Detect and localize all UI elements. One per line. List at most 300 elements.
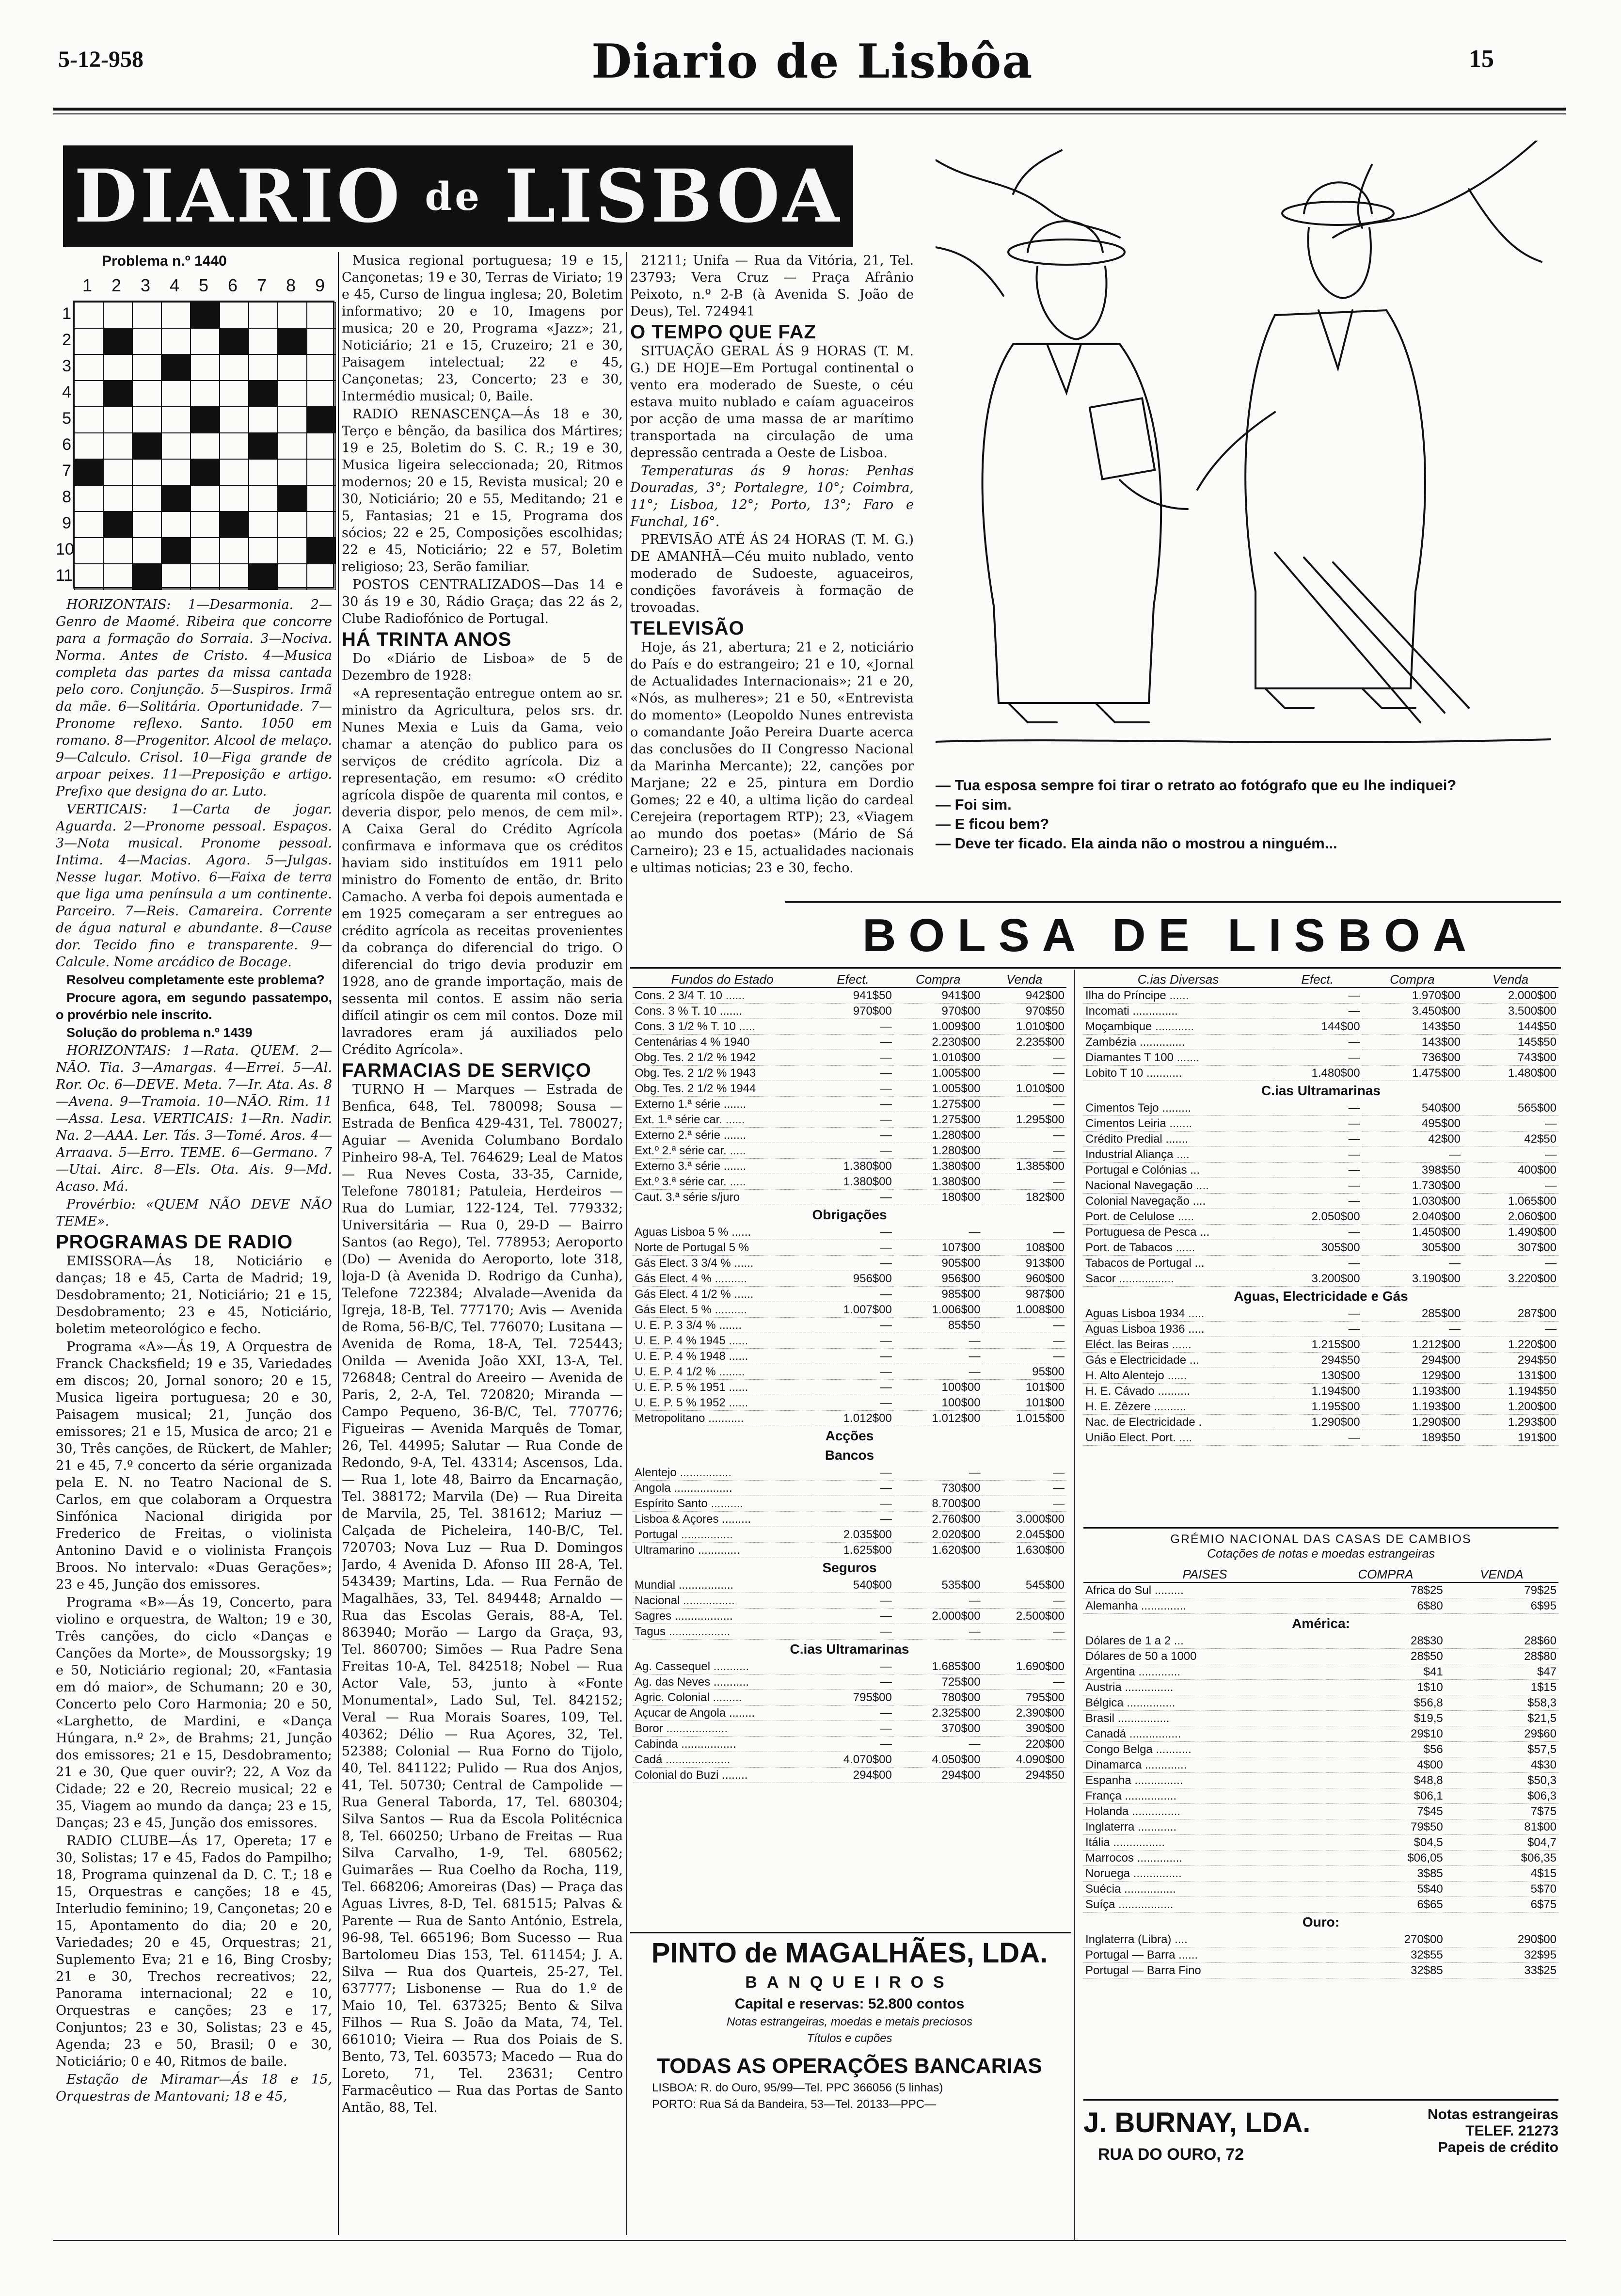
table-row (633, 1640, 1066, 1659)
row-value: 1.193$00 (1362, 1384, 1462, 1399)
row-value: 4$15 (1445, 1866, 1558, 1881)
row-value: 143$00 (1362, 1035, 1462, 1050)
crossword-cell (220, 485, 249, 511)
row-value: 3.450$00 (1362, 1004, 1462, 1019)
row-label: Gás Elect. 5 % .......... (633, 1302, 812, 1318)
crossword-col-3: 3 (140, 275, 151, 295)
ad-bank-titulos: Títulos e cupões (807, 2032, 892, 2045)
banner-word-diario: DIARIO (74, 154, 403, 239)
radio-clube: RADIO CLUBE—Ás 17, Opereta; 17 e 30, Solistas; 17 e 45, Fados do Pampilho; 18, Programa quinzenal da D. C. T.; 18 e 15, Orquestras e canções; 18 e 45, Interludio feminino; 19, Cançonetas; 20 e 15, Apontamento do dia; 20 e 20, Variedades; 20 e 45, Orquestras; 21, Suplemento Eva; 21 e 16, Bing Crosby; 21 e 30, Trechos recreativos; 22, Panorama internacional; 22 e 10, Orquestras e canções; 23 e 17, Conjuntos; 23 e 30, Solistas; 23 e 45, Agenda; 23 e 50, Brasil; 0 e 30, Noticiário; 0 e 40, Ritmos de baile. (56, 1834, 332, 2069)
row-value: 28$50 (1326, 1649, 1445, 1664)
crossword-col-1: 1 (82, 275, 93, 295)
column-header: VENDA (1445, 1567, 1558, 1582)
row-value: 1.380$00 (812, 1174, 894, 1190)
row-value: 81$00 (1445, 1819, 1558, 1835)
row-value: — (1273, 1322, 1362, 1337)
row-label: Lisboa & Açores ......... (633, 1512, 812, 1527)
crossword-cell (74, 381, 103, 407)
crossword-row-2: 2 (62, 331, 71, 349)
table-row (1083, 1788, 1558, 1804)
table-row (633, 1380, 1066, 1395)
row-value: — (983, 1624, 1066, 1640)
row-value: — (812, 1609, 894, 1624)
row-value: 1.480$00 (1462, 1066, 1558, 1081)
row-label: Alemanha .............. (1083, 1598, 1326, 1614)
ad-burnay-telefone: TELEF. 21273 (1465, 2123, 1558, 2139)
radio-programa-a: Programa «A»—Ás 19, A Orquestra de Franck Chacksfield; 19 e 35, Variedades em discos; 20, Jornal sonoro; 20 e 15, Musica ligeira portuguesa; 20 e 30, Paisagem musical; 21, Junção dos emissores; 21 e 15, Musica de arco; 21 e 30, Três canções, de Rückert, de Mahler; 21 e 45, 7.º concerto da série organizada pela E. N. no Teatro Nacional de S. Carlos, em que colaboram a Orquestra Sinfónica Nacional dirigida por Frederico de Freitas, o violinista Antonino David e o violinista François Broos. No intervalo: «Duas Gerações»; 23 e 45, Junção dos emissores. (56, 1339, 332, 1592)
crossword-cell (74, 354, 103, 381)
row-label: Zambézia .............. (1083, 1035, 1273, 1050)
row-label: Obg. Tes. 2 1/2 % 1942 (633, 1050, 812, 1066)
crossword-cell (249, 302, 278, 328)
row-label: Inglaterra (Libra) .... (1083, 1932, 1326, 1947)
row-value: 725$00 (894, 1674, 983, 1690)
table-row (1083, 1866, 1558, 1881)
row-value: $58,3 (1445, 1695, 1558, 1711)
column-header: Fundos do Estado (633, 972, 812, 988)
row-label: União Elect. Port. .... (1083, 1430, 1273, 1446)
row-label: Canadá ................ (1083, 1726, 1326, 1742)
row-value: 6$80 (1326, 1598, 1445, 1614)
row-value: 29$60 (1445, 1726, 1558, 1742)
row-value: 1.006$00 (894, 1302, 983, 1318)
table-row (633, 1496, 1066, 1512)
crossword-cell (278, 433, 307, 459)
crossword-cell (220, 302, 249, 328)
table-row (633, 1240, 1066, 1256)
row-value: — (983, 1143, 1066, 1159)
crossword-cell (278, 511, 307, 538)
row-label: U. E. P. 5 % 1952 ...... (633, 1395, 812, 1411)
column-2 (342, 252, 623, 2235)
crossword-cell (249, 381, 278, 407)
row-value: 42$50 (1462, 1132, 1558, 1147)
row-label: U. E. P. 5 % 1951 ...... (633, 1380, 812, 1395)
row-value: — (1462, 1116, 1558, 1132)
row-value: 1.220$00 (1462, 1337, 1558, 1353)
crossword-cell (191, 354, 220, 381)
section-heading: Seguros (822, 1560, 877, 1575)
ad-burnay-name: J. BURNAY, LDA. (1083, 2107, 1311, 2138)
row-value: $06,35 (1445, 1850, 1558, 1866)
crossword-solution-title: Solução do problema n.º 1439 (66, 1025, 253, 1040)
row-value: 1.685$00 (894, 1659, 983, 1674)
row-value: 1.293$00 (1462, 1415, 1558, 1430)
table-row (633, 1706, 1066, 1721)
table-row (1083, 1399, 1558, 1415)
bottom-rule (53, 2240, 1566, 2241)
table-row (1083, 1881, 1558, 1897)
row-label: Sacor ................. (1083, 1271, 1273, 1287)
crossword-cell (191, 433, 220, 459)
table-row (1083, 1116, 1558, 1132)
row-value: — (812, 1256, 894, 1271)
row-value: — (812, 1225, 894, 1240)
row-value: 743$00 (1462, 1050, 1558, 1066)
row-value: 3$85 (1326, 1866, 1445, 1881)
column-header: PAISES (1083, 1567, 1326, 1582)
table-row (1083, 1384, 1558, 1399)
row-value: 5$40 (1326, 1881, 1445, 1897)
crossword-cell (132, 328, 161, 354)
weather-situation: SITUAÇÃO GERAL ÁS 9 HORAS (T. M. G.) DE HOJE—Em Portugal continental o vento era moderado de Sueste, o céu estava muito nublado e caíam aguaceiros por acção de uma massa de ar marítimo transportada na circulação de uma depressão centrada a Oeste de Lisboa. (630, 344, 914, 461)
pinto-magalhaes-ad (633, 1937, 1066, 2111)
row-value: — (1362, 1147, 1462, 1163)
crossword-cell (278, 459, 307, 485)
row-value: — (983, 1465, 1066, 1481)
row-value: — (1273, 1035, 1362, 1050)
row-value: $06,05 (1326, 1850, 1445, 1866)
farmacias-heading: FARMACIAS DE SERVIÇO (342, 1060, 591, 1081)
row-value: 294$50 (1462, 1353, 1558, 1368)
bolsa-left-table (633, 972, 1066, 1783)
row-label: Caut. 3.ª série s/juro (633, 1190, 812, 1205)
crossword-cell (249, 538, 278, 564)
row-value: 942$00 (983, 988, 1066, 1004)
row-value: — (812, 1380, 894, 1395)
crossword-cell (220, 564, 249, 590)
row-value: 1.620$00 (894, 1543, 983, 1558)
row-label: Port. de Tabacos ...... (1083, 1240, 1273, 1256)
crossword-cell (74, 328, 103, 354)
row-value: 370$00 (894, 1721, 983, 1737)
row-value: — (894, 1349, 983, 1364)
table-row (633, 1159, 1066, 1174)
crossword-cell (307, 511, 336, 538)
farmacias-list: TURNO H — Marques — Estrada de Benfica, 648, Tel. 780098; Sousa — Estrada de Benfica 429-431, Tel. 780027; Aguiar — Avenida Columbano Bordalo Pinheiro 98-A, Tel. 764629; Leal de Matos — Rua Neves Costa, 33-35, Carnide, Telefone 780181; Patuleia, Herdeiros — Rua do Lumiar, 122-124, Tel. 779332; Universitária — Rua 0, 29-D — Bairro Santos (ao Rego), Tel. 778953; Aeroporto (Do) — Avenida do Aeroporto, lote 318, loja-D (à Avenida D. Rodrigo da Cunha), Telefone 722384; Alvalade—Avenida da Igreja, 18-B, Tel. 777170; Avis — Avenida de Roma, 56-B/C, Tel. 776070; Lusitana — Avenida de Roma, 18-A, Tel. 725443; Onilda — Avenida João XXI, 13-A, Tel. 726848; Central do Areeiro — Avenida de Paris, 2, 2-A, Tel. 720820; Miranda — Campo Pequeno, 36-B/C, Tel. 770776; Figueiras — Avenida Marquês de Tomar, 26, Tel. 44995; Salutar — Rua Conde de Redondo, 9-A, Tel. 43314; Ascensos, Lda. — Rua 1, lote 48, Bairro da Encarnação, Tel. 388172; Marvila (De) — Rua Direita de Marvila, 25, Tel. 381612; Mariuz — Calçada de Picheleira, 140-B/C, Tel. 720703; Nova Luz — Rua D. Domingos Jardo, 4 Avenida D. Afonso III 28-A, Tel. 543439; Martins, Lda. — Rua Fernão de Magalhães, 33, Tel. 849448; Arnaldo — Rua das Escolas Gerais, 88-A, Tel. 863940; Morão — Largo da Graça, 93, Tel. 860700; Simões — Rua Padre Sena Freitas 10-A, Tel. 842518; Nobel — Rua Actor Vale, 53, junto à «Fonte Monumental», Lado Sul, Tel. 842152; Veral — Rua Morais Soares, 109, Tel. 40362; Délio — Rua Açores, 32, Tel. 52388; Colonial — Rua Forno do Tijolo, 40, Tel. 841122; Pulido — Rua dos Anjos, 41, Tel. 50730; Central de Campolide — Rua General Taborda, 17, Tel. 680304; Silva Santos — Rua da Escola Politécnica 8, Tel. 660250; Urbano de Freitas — Rua Silva Carvalho, 1-9, Tel. 680562; Guimarães — Rua Coelho da Rocha, 119, Tel. 668206; Amoreiras (Das) — Praça das Aguas Livres, 8-D, Tel. 681515; Palvas & Parente — Rua de Santo António, Estrela, 96-98, Tel. 665196; Bom Sucesso — Rua Bartolomeu Dias 153, Tel. 611454; J. A. Silva — Rua dos Quarteis, 25-27, Tel. 637777; Lisbonense — Rua do 1.º de Maio 10, Tel. 637325; Bento & Silva Filhos — Rua S. João da Mata, 74, Tel. 661010; Vieira — Rua dos Poiais de S. Bento, 73, Tel. 603573; Macedo — Rua do Loreto, 71, Tel. 23631; Centro Farmacêutico — Rua das Portas de Santo Antão, 88, Tel. (342, 1082, 623, 2115)
table-row (1083, 1066, 1558, 1081)
table-row (633, 1446, 1066, 1465)
row-value: 1.010$00 (983, 1081, 1066, 1097)
row-value: 398$50 (1362, 1163, 1462, 1178)
row-value: 2.050$00 (1273, 1209, 1362, 1225)
row-label: Cadá .................... (633, 1752, 812, 1768)
row-value: 182$00 (983, 1190, 1066, 1205)
crossword-cell (103, 511, 132, 538)
row-value: 305$00 (1273, 1240, 1362, 1256)
crossword-cell (74, 538, 103, 564)
table-row (1083, 1337, 1558, 1353)
row-label: Industrial Aliança .... (1083, 1147, 1273, 1163)
row-label: Cimentos Leiria ....... (1083, 1116, 1273, 1132)
table-row (633, 1426, 1066, 1446)
row-value: 1.380$00 (894, 1159, 983, 1174)
row-value: 1.008$00 (983, 1302, 1066, 1318)
row-value: 130$00 (1273, 1368, 1362, 1384)
row-label: Dinamarca ............. (1083, 1757, 1326, 1773)
row-label: Obg. Tes. 2 1/2 % 1943 (633, 1066, 812, 1081)
crossword-cell (103, 538, 132, 564)
row-value: — (1273, 1050, 1362, 1066)
row-value: 191$00 (1462, 1430, 1558, 1446)
column-header: Compra (1362, 972, 1462, 988)
row-value: 3.220$00 (1462, 1271, 1558, 1287)
crossword-col-5: 5 (198, 275, 209, 295)
table-row (633, 1143, 1066, 1159)
row-value: — (812, 1364, 894, 1380)
row-label: Externo 1.ª série ....... (633, 1097, 812, 1112)
column-header: Venda (1462, 972, 1558, 988)
crossword-cell (161, 302, 191, 328)
crossword-cell (249, 433, 278, 459)
row-value: 100$00 (894, 1380, 983, 1395)
crossword-cell (220, 381, 249, 407)
table-row (633, 1659, 1066, 1674)
row-value: 1.480$00 (1273, 1066, 1362, 1081)
row-value: 2.020$00 (894, 1527, 983, 1543)
crossword-col-7: 7 (256, 275, 267, 295)
row-value: — (1273, 988, 1362, 1004)
header-rule (53, 108, 1566, 111)
cambios-title: GRÉMIO NACIONAL DAS CASAS DE CAMBIOS (1170, 1532, 1472, 1546)
crossword-cell (307, 302, 336, 328)
row-value: 294$00 (894, 1768, 983, 1783)
table-row (633, 1081, 1066, 1097)
row-value: 78$25 (1326, 1582, 1445, 1598)
row-value: — (812, 1674, 894, 1690)
row-value: — (1462, 1178, 1558, 1194)
row-value: 941$00 (894, 988, 983, 1004)
table-row (633, 1256, 1066, 1271)
row-value: 129$00 (1362, 1368, 1462, 1384)
row-label: Boror ................... (633, 1721, 812, 1737)
row-value: 1.215$00 (1273, 1337, 1362, 1353)
crossword-cell (103, 302, 132, 328)
crossword-cell (307, 407, 336, 433)
row-value: — (1362, 1322, 1462, 1337)
crossword-cell (74, 485, 103, 511)
radio-postos: POSTOS CENTRALIZADOS—Das 14 e 30 ás 19 e 30, Rádio Graça; das 22 ás 2, Clube Radiofónico de Portugal. (342, 577, 623, 626)
burnay-rule (1083, 2099, 1558, 2101)
table-row (633, 1190, 1066, 1205)
row-label: Aguas Lisboa 5 % ...... (633, 1225, 812, 1240)
table-row (633, 1205, 1066, 1225)
row-value: — (1273, 1430, 1362, 1446)
radio-miramar: Estação de Miramar—Ás 18 e 15, Orquestras de Mantovani; 18 e 45, (56, 2072, 332, 2104)
crossword-cell (132, 302, 161, 328)
row-value: 6$65 (1326, 1897, 1445, 1913)
table-row (1083, 1947, 1558, 1963)
crossword-cell (278, 354, 307, 381)
column-header: COMPRA (1326, 1567, 1445, 1582)
row-value: — (812, 1240, 894, 1256)
row-value: 4$00 (1326, 1757, 1445, 1773)
row-value: — (1273, 1163, 1362, 1178)
crossword-cell (278, 485, 307, 511)
row-value: 3.500$00 (1462, 1004, 1558, 1019)
row-label: Açucar de Angola ........ (633, 1706, 812, 1721)
row-label: Portugal — Barra ...... (1083, 1947, 1326, 1963)
table-row (633, 1050, 1066, 1066)
row-value: 941$50 (812, 988, 894, 1004)
crossword-cell (132, 459, 161, 485)
row-value: 2.045$00 (983, 1527, 1066, 1543)
television-program: Hoje, ás 21, abertura; 21 e 2, noticiário do País e do estrangeiro; 21 e 10, «Jornal de Actualidades Internacionais»; 21 e 20, «Nós, as mulheres»; 21 e 50, «Entrevista do momento» (Leopoldo Nunes entrevista o comandante João Pereira Duarte acerca das conclusões do II Congresso Nacional da Marinha Mercante); 22, canções por Marjane; 22 e 25, pintura em Dordio Gomes; 22 e 40, a ultima lição do cardeal Cerejeira (reportagem RTP); 23, «Viagem ao mundo dos poetas» (Mário de Sá Carneiro); 23 e 15, actualidades nacionais e ultimas noticias; 23 e 30, fecho. (630, 640, 914, 876)
crossword-cell (103, 407, 132, 433)
row-value: 144$00 (1273, 1019, 1362, 1035)
section-heading: C.ias Ultramarinas (1261, 1083, 1381, 1098)
crossword-cell (249, 511, 278, 538)
row-value: 985$00 (894, 1287, 983, 1302)
table-row (633, 1690, 1066, 1706)
row-value: 290$00 (1445, 1932, 1558, 1947)
section-heading: Ouro: (1302, 1914, 1340, 1929)
row-value: 2.235$00 (983, 1035, 1066, 1050)
crossword-cell (249, 564, 278, 590)
row-label: Ultramarino ............. (633, 1543, 812, 1558)
row-value: 8.700$00 (894, 1496, 983, 1512)
row-value: — (812, 1737, 894, 1752)
ad-rule (630, 1932, 1071, 1933)
row-value: 1.212$00 (1362, 1337, 1462, 1353)
section-heading: Obrigações (812, 1207, 887, 1222)
row-value: — (812, 1019, 894, 1035)
row-value: 294$50 (983, 1768, 1066, 1783)
table-row (1083, 1353, 1558, 1368)
row-label: Ag. Cassequel ........... (633, 1659, 812, 1674)
crossword-cell (278, 538, 307, 564)
row-value: — (812, 1050, 894, 1066)
row-value: 795$00 (983, 1690, 1066, 1706)
row-value: 79$25 (1445, 1582, 1558, 1598)
crossword-row-5: 5 (62, 409, 71, 428)
crossword-cell (132, 538, 161, 564)
row-value: 495$00 (1362, 1116, 1462, 1132)
row-value: 970$00 (894, 1004, 983, 1019)
crossword-cell (74, 459, 103, 485)
table-row (1083, 1322, 1558, 1337)
crossword-col-4: 4 (169, 275, 180, 295)
crossword-proverb-prompt: Procure agora, em segundo passatempo, o provérbio nele inscrito. (56, 990, 332, 1022)
section-heading: Aguas, Electricidade e Gás (1234, 1289, 1408, 1304)
row-value: 32$55 (1326, 1947, 1445, 1963)
row-label: Nacional Navegação .... (1083, 1178, 1273, 1194)
table-row (1083, 1368, 1558, 1384)
row-label: Cons. 3 % T. 10 ....... (633, 1004, 812, 1019)
row-label: Gás Elect. 4 % .......... (633, 1271, 812, 1287)
table-row (1083, 1194, 1558, 1209)
caption-line-1: — Tua esposa sempre foi tirar o retrato ao fotógrafo que eu lhe indiquei? (936, 777, 1457, 794)
crossword-cell (278, 564, 307, 590)
row-value: 1.194$00 (1273, 1384, 1362, 1399)
row-label: Nac. de Electricidade . (1083, 1415, 1273, 1430)
row-value: — (894, 1364, 983, 1380)
row-value: 780$00 (894, 1690, 983, 1706)
crossword-cell (220, 407, 249, 433)
crossword-cell (132, 485, 161, 511)
crossword-horizontal-clues: HORIZONTAIS: 1—Desarmonia. 2—Genro de Maomé. Ribeira que concorre para a formação do Sorraia. 3—Nociva. Norma. Antes de Cristo. 4—Musica completa das partes da missa cantada pelo coro. Conjunção. 5—Suspiros. Irmã da mãe. 6—Solitária. Oportunidade. 7—Pronome reflexo. Santo. 1050 em romano. 8—Progenitor. Alcool de melaço. 9—Calculo. Crisol. 10—Figa grande de arpoar peixes. 11—Preposição e artigo. Prefixo que designa do ar. Luto. (56, 597, 332, 799)
row-value: 1$15 (1445, 1680, 1558, 1695)
row-value: — (983, 1318, 1066, 1333)
crossword-cell (249, 485, 278, 511)
crossword-title: Problema n.º 1440 (102, 253, 227, 269)
row-value: $04,7 (1445, 1835, 1558, 1850)
row-value: $48,8 (1326, 1773, 1445, 1788)
ad-burnay-papeis: Papeis de crédito (1438, 2139, 1558, 2155)
row-value: — (983, 1174, 1066, 1190)
crossword-col-8: 8 (286, 275, 296, 295)
row-value: — (1273, 1306, 1362, 1322)
row-value: 100$00 (894, 1395, 983, 1411)
row-value: — (1462, 1147, 1558, 1163)
row-value: — (1273, 1132, 1362, 1147)
caption-line-3: — E ficou bem? (936, 815, 1049, 832)
row-value: 956$00 (894, 1271, 983, 1287)
section-heading: C.ias Ultramarinas (790, 1642, 909, 1657)
row-value: 6$75 (1445, 1897, 1558, 1913)
crossword-banner (63, 145, 853, 247)
row-value: 42$00 (1362, 1132, 1462, 1147)
table-row (1083, 1614, 1558, 1634)
ad-burnay-info (1428, 2106, 1558, 2156)
banner-word-lisboa: LISBOA (504, 154, 842, 239)
crossword-cell (103, 381, 132, 407)
row-label: Metropolitano ........... (633, 1411, 812, 1426)
row-value: 189$50 (1362, 1430, 1462, 1446)
crossword-cell (132, 433, 161, 459)
crossword-col-6: 6 (227, 275, 238, 295)
row-value: $19,5 (1326, 1711, 1445, 1726)
row-value: — (1273, 1004, 1362, 1019)
crossword-cell (103, 485, 132, 511)
ad-bank-porto: PORTO: Rua Sá da Bandeira, 53—Tel. 20133—PPC— (652, 2098, 937, 2111)
row-value: — (812, 1190, 894, 1205)
row-value: — (983, 1593, 1066, 1609)
row-value: — (1273, 1178, 1362, 1194)
table-row (633, 1302, 1066, 1318)
crossword-cell (161, 564, 191, 590)
row-value: — (812, 1706, 894, 1721)
table-row (1083, 1035, 1558, 1050)
row-value: $04,5 (1326, 1835, 1445, 1850)
row-label: Dólares de 50 a 1000 (1083, 1649, 1326, 1664)
table-row (633, 1333, 1066, 1349)
table-row (633, 1271, 1066, 1287)
row-label: Diamantes T 100 ....... (1083, 1050, 1273, 1066)
row-value: 28$60 (1445, 1633, 1558, 1649)
row-value: — (812, 1128, 894, 1143)
crossword-row-10: 10 (56, 540, 74, 558)
table-row (1083, 1664, 1558, 1680)
crossword-cell (132, 381, 161, 407)
crossword-cell (307, 538, 336, 564)
row-value: — (812, 1512, 894, 1527)
table-row (1083, 1835, 1558, 1850)
row-value: 1.380$00 (894, 1174, 983, 1190)
radio-programa-b: Programa «B»—Ás 19, Concerto, para violino e orquestra, de Walton; 19 e 30, Três canções, do ciclo «Danças e Canções da Morte», de Moussorgsky; 19 e 50, Noticiário regional; 20, «Fantasia em dó maior», de Schumann; 20 e 30, Concerto pelo Coro Harmonia; 20 e 50, «Larghetto, de Mardini, e «Dança Húngara, n.º 2», de Brahms; 21, Junção dos emissores; 21 e 15, Desdobramento; 21 e 30, Que quer ouvir?; 22, A Voz da Cidade; 22 e 20, Recreio musical; 22 e 35, Viagem ao mundo da dança; 23 e 15, Danças; 23 e 45, Junção dos emissores. (56, 1595, 332, 1831)
column-header: Venda (983, 972, 1066, 988)
row-value: 1.015$00 (983, 1411, 1066, 1426)
radio-emissora: EMISSORA—Ás 18, Noticiário e danças; 18 e 45, Carta de Madrid; 19, Desdobramento; 21, Noticiário; 21 e 15, Desdobramento; 23 e 45, Noticiário, boletim meteorológico e fecho. (56, 1254, 332, 1337)
row-value: $41 (1326, 1664, 1445, 1680)
crossword-row-11: 11 (56, 566, 73, 585)
cambios-table-wrap (1083, 1567, 1558, 1978)
row-value: — (1462, 1322, 1558, 1337)
crossword-cell (103, 433, 132, 459)
row-label: Colonial do Buzi ........ (633, 1768, 812, 1783)
crossword-row-numbers (56, 301, 74, 589)
table-row (633, 1512, 1066, 1527)
row-value: 6$95 (1445, 1598, 1558, 1614)
radio-programs-heading: PROGRAMAS DE RADIO (56, 1231, 293, 1253)
crossword-cell (220, 354, 249, 381)
row-label: Lobito T 10 ........... (1083, 1066, 1273, 1081)
ad-bank-subtitle: BANQUEIROS (745, 1973, 954, 1992)
row-label: Suécia ................ (1083, 1881, 1326, 1897)
row-value: $57,5 (1445, 1742, 1558, 1757)
crossword-cell (191, 381, 220, 407)
table-row (1083, 1695, 1558, 1711)
